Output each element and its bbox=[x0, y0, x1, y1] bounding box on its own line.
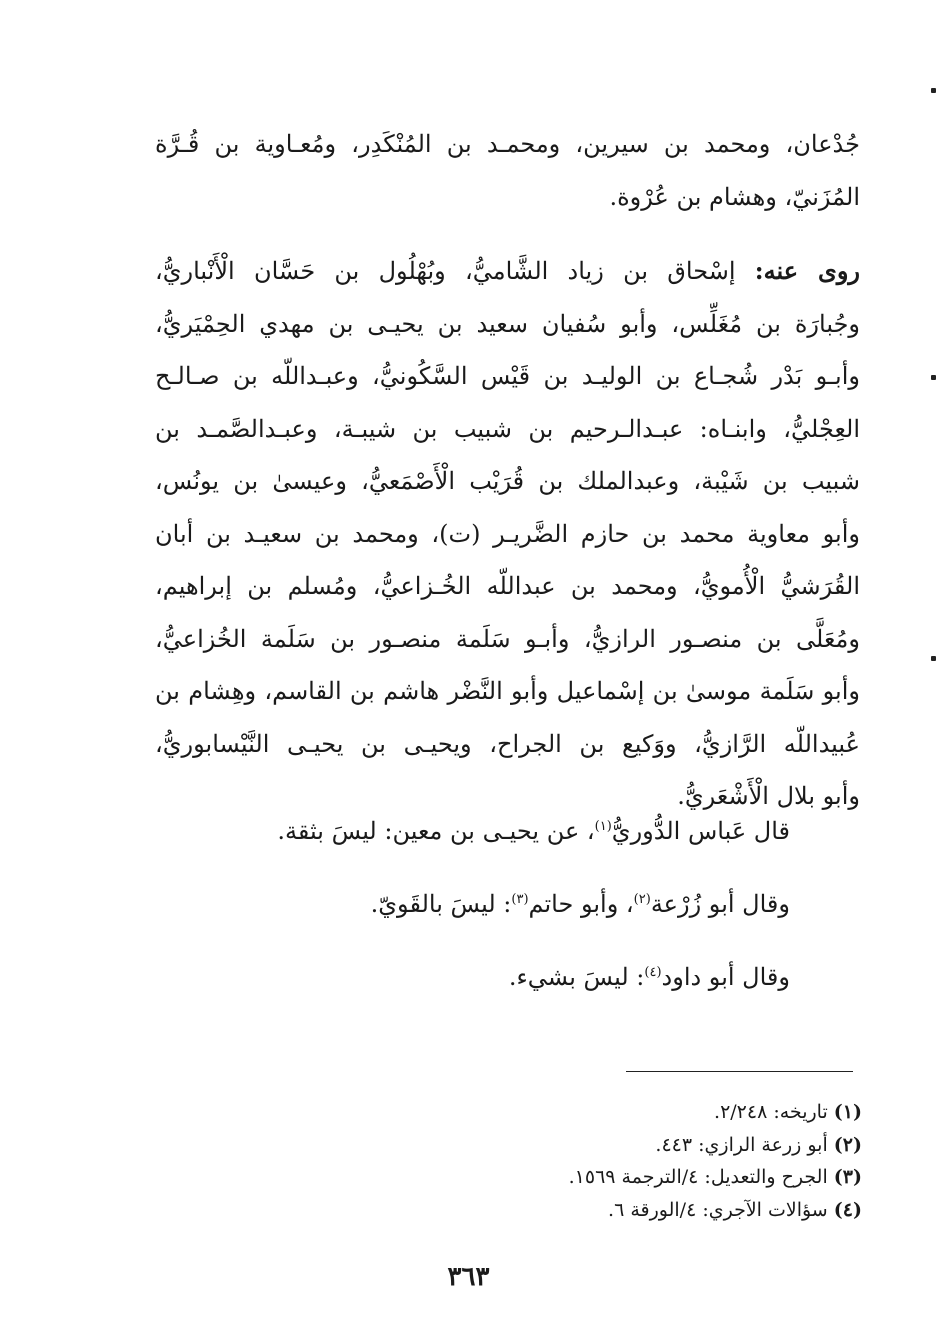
footnote-text: تاريخه: ٢/٢٤٨. bbox=[714, 1101, 828, 1123]
footnote-item bbox=[400, 1096, 862, 1129]
footnote-item bbox=[400, 1194, 862, 1227]
text-line bbox=[155, 245, 860, 298]
narrators-first-line: إسْحاق بن زياد الشَّاميُّ، وبُهْلُول بن حَسَّان الْأَنْباريُّ، bbox=[155, 257, 736, 285]
text-line: العِجْليُّ، وابنـاه: عبـدالـرحيم بن شبيب بن شيبـة، وعبـدالصَّمـد بن bbox=[155, 414, 860, 443]
quote-line: وقال أبو داود$^{(٤)}$: ليسَ بشيء. bbox=[508, 963, 790, 991]
footnote-number: (٢) bbox=[833, 1133, 862, 1156]
footnote-text: الجرح والتعديل: ٤/الترجمة ١٥٦٩. bbox=[568, 1166, 828, 1188]
footnote-text: سؤالات الآجري: ٤/الورقة ٦. bbox=[608, 1198, 828, 1221]
footnote-item bbox=[400, 1161, 862, 1194]
footnote-ref: (٢) bbox=[633, 892, 651, 907]
footnote-ref: (١) bbox=[594, 819, 612, 834]
footnote-ref: (٤) bbox=[644, 965, 662, 980]
text-line: جُدْعان، ومحمد بن سيرين، ومحمـد بن المُنْكَدِر، ومُعـاوية بن قُـرَّة bbox=[155, 130, 860, 158]
text-line: وأبو سَلَمة موسىٰ بن إسْماعيل وأبو النَّضْر هاشم بن القاسم، وهِشام بن bbox=[155, 677, 860, 705]
text-line: وأبـو بَدْر شُجـاع بن الوليـد بن قَيْس السَّكُونيُّ، وعبـداللّه بن صـالـح bbox=[155, 362, 860, 390]
text-line: وأبو معاوية محمد بن حازم الضَّريـر (ت)، ومحمد بن سعيـد بن أبان bbox=[155, 519, 860, 548]
margin-mark bbox=[931, 88, 936, 93]
text-line: وجُبارَة بن مُغَلِّس، وأبو سُفيان سعيد بن يحيـى بن مهدي الحِمْيَريُّ، bbox=[155, 309, 860, 338]
narrators-paragraph bbox=[155, 245, 860, 823]
margin-mark bbox=[931, 375, 936, 380]
footnote-item bbox=[400, 1129, 862, 1162]
footnote-ref: (٣) bbox=[511, 892, 529, 907]
quote-line: قال عَباس الدُّوريُّ$^{(١)}$، عن يحيـى بن معين: ليسَ بثقة. bbox=[277, 817, 790, 845]
footnotes bbox=[400, 1096, 862, 1226]
quote-line: وقال أبو زُرْعة$^{(٢)}$، وأبو حاتم$^{(٣)}$: ليسَ بالقَويّ. bbox=[370, 890, 790, 918]
text-line: عُبيداللّه الرَّازيُّ، ووَكيع بن الجراح، ويحيـى بن يحيـى النَّيْسابوريُّ، bbox=[155, 729, 860, 758]
footnote-number: (٤) bbox=[833, 1198, 862, 1221]
text-line: ومُعَلَّى بن منصـور الرازيُّ، وأبـو سَلَمة منصـور بن سَلَمة الخُزاعيُّ، bbox=[155, 624, 860, 653]
intro-paragraph bbox=[155, 118, 860, 223]
text-line: القُرَشيُّ الْأُمويُّ، ومحمد بن عبداللّه الخُـزاعيُّ، ومُسلم بن إبراهيم، bbox=[155, 572, 860, 600]
page-number: ٣٦٣ bbox=[447, 1262, 490, 1292]
footnote-separator bbox=[626, 1071, 853, 1072]
narrators-label: روى عنه: bbox=[754, 256, 860, 285]
text-line: شبيب بن شَيْبة، وعبدالملك بن قُرَيْب الْأَصْمَعيُّ، وعيسىٰ بن يونُس، bbox=[155, 467, 860, 495]
footnote-number: (٣) bbox=[833, 1166, 862, 1188]
text-line: وأبو بلال الْأَشْعَريُّ. bbox=[677, 782, 860, 810]
margin-mark bbox=[931, 656, 936, 661]
footnote-number: (١) bbox=[833, 1101, 862, 1123]
text-line: المُزَنيّ، وهشام بن عُرْوة. bbox=[609, 182, 860, 211]
footnote-text: أبو زرعة الرازي: ٤٤٣. bbox=[655, 1133, 828, 1156]
